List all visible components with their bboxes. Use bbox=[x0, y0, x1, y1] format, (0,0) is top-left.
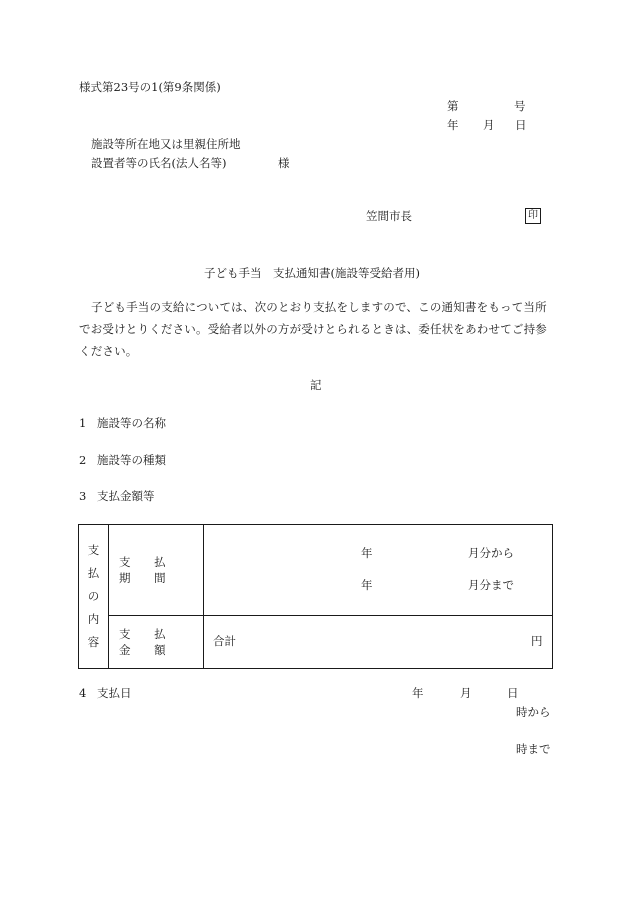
payment-details-table bbox=[78, 524, 553, 669]
item-3-label: 支払金額等 bbox=[97, 489, 155, 503]
item-2-label: 施設等の種類 bbox=[97, 453, 166, 467]
item-1-num: 1 bbox=[79, 416, 87, 430]
payment-time-from: 時から bbox=[516, 705, 551, 719]
period-from-year: 年 bbox=[361, 546, 373, 560]
honorific: 様 bbox=[278, 156, 290, 170]
side-header-cell bbox=[79, 525, 109, 669]
period-to-year: 年 bbox=[361, 578, 373, 592]
date-year: 年 bbox=[447, 118, 459, 132]
side-header-char: 内 bbox=[87, 612, 100, 626]
document-title: 子ども手当 支払通知書(施設等受給者用) bbox=[204, 266, 420, 280]
total-label: 合計 bbox=[213, 634, 236, 648]
payment-month: 月 bbox=[460, 686, 472, 700]
item-2-num: 2 bbox=[79, 453, 87, 467]
side-header-char: 支 bbox=[87, 543, 100, 557]
item-3-num: 3 bbox=[79, 489, 87, 503]
owner-name-label: 設置者等の氏名(法人名等) bbox=[91, 156, 227, 170]
date-month: 月 bbox=[483, 118, 495, 132]
period-from-label: 月分から bbox=[468, 546, 514, 560]
seal-stamp: 印 bbox=[525, 208, 541, 224]
item-4-num: 4 bbox=[79, 686, 87, 700]
amount-value-cell bbox=[204, 616, 553, 669]
currency-unit: 円 bbox=[531, 634, 543, 648]
item-4-label: 支払日 bbox=[97, 686, 132, 700]
period-value-cell bbox=[204, 525, 553, 616]
item-1-label: 施設等の名称 bbox=[97, 416, 166, 430]
side-header-char: 払 bbox=[87, 566, 100, 580]
side-header-char: の bbox=[87, 589, 100, 603]
payment-year: 年 bbox=[412, 686, 424, 700]
amount-label: 支 払 金 額 bbox=[109, 616, 204, 669]
notice-paragraph: 子ども手当の支給については、次のとおり支払をしますので、この通知書をもって当所でお受けとりください。受給者以外の方が受けとられるときは、委任状をあわせてご持参ください。 bbox=[79, 300, 547, 358]
doc-number-prefix: 第 bbox=[447, 99, 459, 113]
period-to-label: 月分まで bbox=[468, 578, 514, 592]
address-label: 施設等所在地又は里親住所地 bbox=[91, 137, 241, 151]
period-label: 支 払 期 間 bbox=[109, 525, 204, 616]
issuer-name: 笠間市長 bbox=[366, 209, 412, 223]
ki-marker: 記 bbox=[310, 378, 322, 392]
date-day: 日 bbox=[515, 118, 527, 132]
payment-time-to: 時まで bbox=[516, 742, 551, 756]
payment-day: 日 bbox=[507, 686, 519, 700]
form-id: 様式第23号の1(第9条関係) bbox=[79, 80, 221, 94]
doc-number-suffix: 号 bbox=[514, 99, 526, 113]
side-header-char: 容 bbox=[87, 635, 100, 649]
